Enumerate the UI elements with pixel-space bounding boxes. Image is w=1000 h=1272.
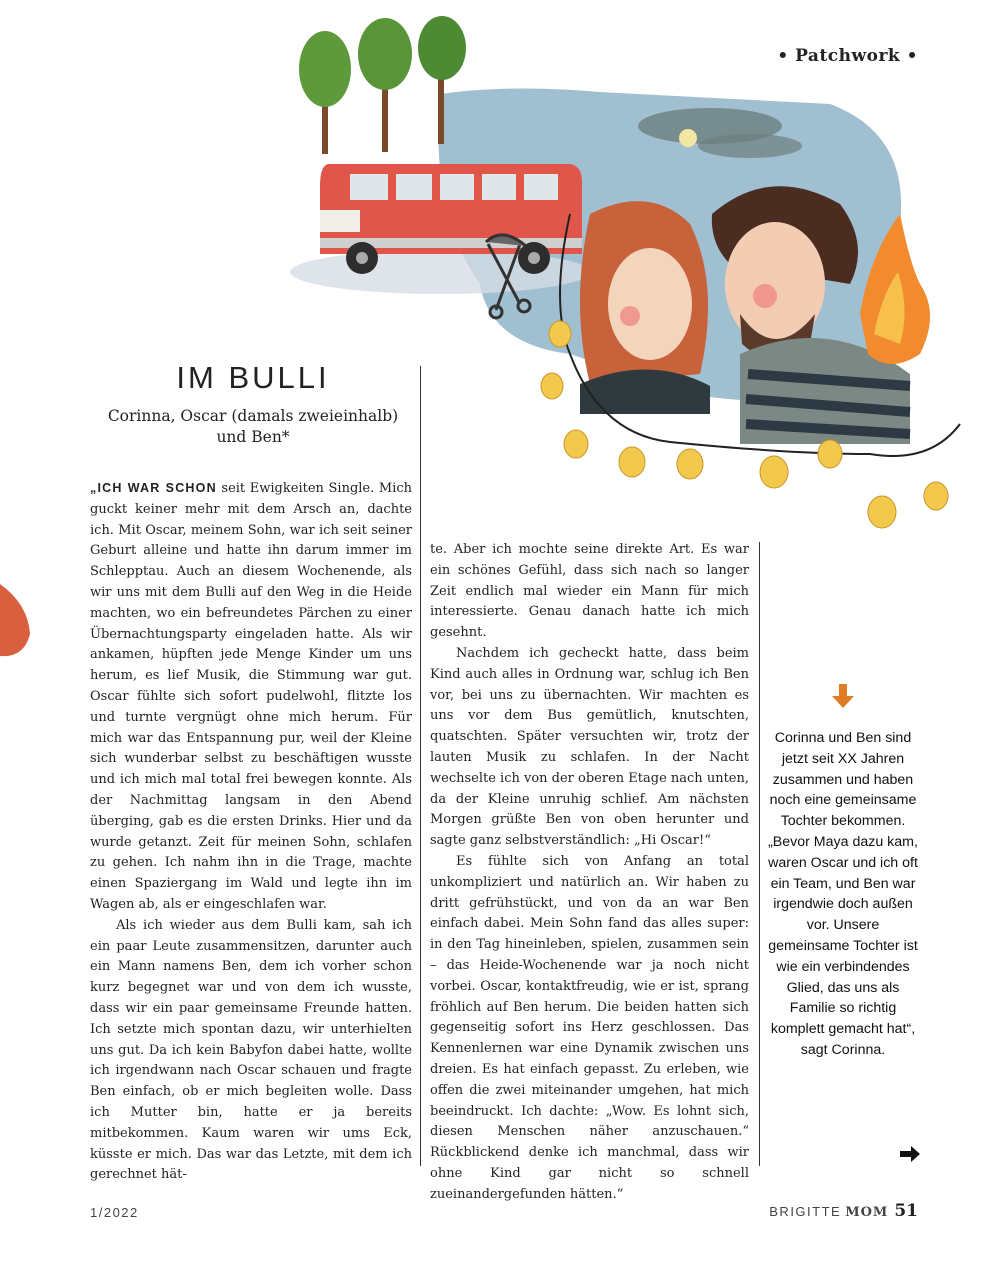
- section-label: • Patchwork •: [777, 46, 918, 66]
- cloud: [698, 134, 802, 158]
- woman: [580, 201, 710, 414]
- illustration: [270, 14, 970, 534]
- page-number: 51: [894, 1201, 918, 1221]
- paragraph: Nachdem ich gecheckt hatte, dass beim Kind auch alles in Ordnung war, schlug ich Ben vor, bei uns zu übernachten. Wir machten es uns vor dem Bus gemütlich, knutschten, quatschten. Später versuchten wir, trotz der lauten Musik zu schlafen. In der Nacht wechselte ich von der oberen Etage nach unten, da der Kleine unruhig schlief. Am nächsten Morgen grüßte Ben von oben herunter und sagte ganz selbstverständlich: „Hi Oscar!“: [430, 645, 749, 849]
- paragraph-text: seit Ewigkeiten Single. Mich guckt keiner mehr mit dem Arsch an, dachte ich. Mit Oscar, meinem Sohn, war ich seit seiner Geburt alleine und hatte ihn darum immer im Schlepptau. Auch an diesem Wochenende, als wir uns mit dem Bulli auf den Weg in die Heide machten, wo ein befreundetes Pärchen zu einer Übernachtungsparty eingeladen hatte. Als wir ankamen, hüpften jede Menge Kinder um uns herum, es lief Musik, die Stimmung war gut. Oscar fühlte sich sofort pudelwohl, flitzte los und turnte vergnügt ohne mich herum. Für mich war das Entspannung pur, weil der Kleine sich wunderbar selbst zu beschäftigen wusste und ich mich mal total frei bewegen konnte. Als der Nachmittag langsam in den Abend überging, gab es die ersten Drinks. Hier und da wurde getanzt. Zeit für meinen Sohn, schlafen zu gehen. Ich nahm ihn in die Trage, machte einen Spaziergang im Wald und legte ihn im Wagen ab, als er eingeschlafen war.: [90, 481, 412, 912]
- issue-number: 1/2022: [90, 1205, 139, 1220]
- article-column-2: [430, 540, 749, 1206]
- lead-in: „ICH WAR SCHON: [90, 481, 217, 495]
- brand-suffix: MOM: [845, 1205, 889, 1220]
- tree-group: [299, 16, 466, 154]
- article-column-1: [90, 478, 412, 1186]
- arrow-down-icon: [832, 684, 854, 708]
- hair-fragment: [0, 574, 36, 664]
- footer-brand: [769, 1201, 918, 1221]
- subtitle: [88, 406, 418, 448]
- column-rule: [420, 366, 421, 1166]
- sidebar-note: Corinna und Ben sind jetzt seit XX Jahren zusammen und haben noch eine gemeinsame Tochter bekommen. „Bevor Maya dazu kam, waren Oscar und ich oft ein Team, und Ben war irgendwie doch außen vor. Unsere gemeinsame Tochter ist wie ein verbindendes Glied, das uns als Familie so richtig komplett gemacht hat“, sagt Corinna.: [768, 730, 918, 1058]
- brand-name: BRIGITTE: [769, 1204, 842, 1219]
- column-rule: [759, 542, 760, 1166]
- subtitle-line: und Ben*: [216, 428, 290, 446]
- arrow-right-icon: [900, 1146, 920, 1162]
- subtitle-line: Corinna, Oscar (damals zweieinhalb): [107, 407, 399, 425]
- paragraph: Es fühlte sich von Anfang an total unkompliziert und natürlich an. Wir haben zu dritt gefrühstückt, und von da an war Ben einfach dabei. Mein Sohn fand das alles super: in den Tag hineinleben, spielen, zusammen sein – das Heide-Wochenende war ja noch nicht vorbei. Oscar, kontaktfreudig, wie er ist, sprang fröhlich auf Ben herum. Die beiden hatten sich gegenseitig sofort ins Herz geschlossen. Das Kennenlernen war eine Dynamik zwischen uns dreien. Es hat einfach gepasst. Zu erleben, wie offen die zwei miteinander umgehen, hat mich beeindruckt. Ich dachte: „Wow. Es lohnt sich, diesen Menschen näher anzuschauen.“ Rückblickend denke ich manchmal, dass wir ohne Kind gar nicht so schnell zueinandergefunden hätten.“: [430, 853, 749, 1202]
- paragraph: Als ich wieder aus dem Bulli kam, sah ich ein paar Leute zusammensitzen, darunter auch ein Mann namens Ben, dem ich vorher schon kurz begegnet war und von dem ich wusste, dass wir ein paar gemeinsame Freunde hatten. Ich setzte mich spontan dazu, wir unterhielten uns gut. Da ich kein Babyfon dabei hatte, wollte ich irgendwann nach Oscar schauen und fragte Ben einfach, ob er mich begleiten wolle. Dass ich Mutter bin, hatte er ja bereits mitbekommen. Kaum waren wir ums Eck, küsste er mich. Das war das Letzte, mit dem ich gerechnet hät-: [90, 917, 412, 1183]
- paragraph: [90, 478, 412, 916]
- moon: [679, 129, 697, 147]
- headline: IM BULLI: [176, 360, 330, 395]
- paragraph: te. Aber ich mochte seine direkte Art. Es war ein schönes Gefühl, dass sich nach so langer Zeit endlich mal wieder ein Mann für mich interessierte. Genau danach hatte ich mich gesehnt.: [430, 542, 749, 641]
